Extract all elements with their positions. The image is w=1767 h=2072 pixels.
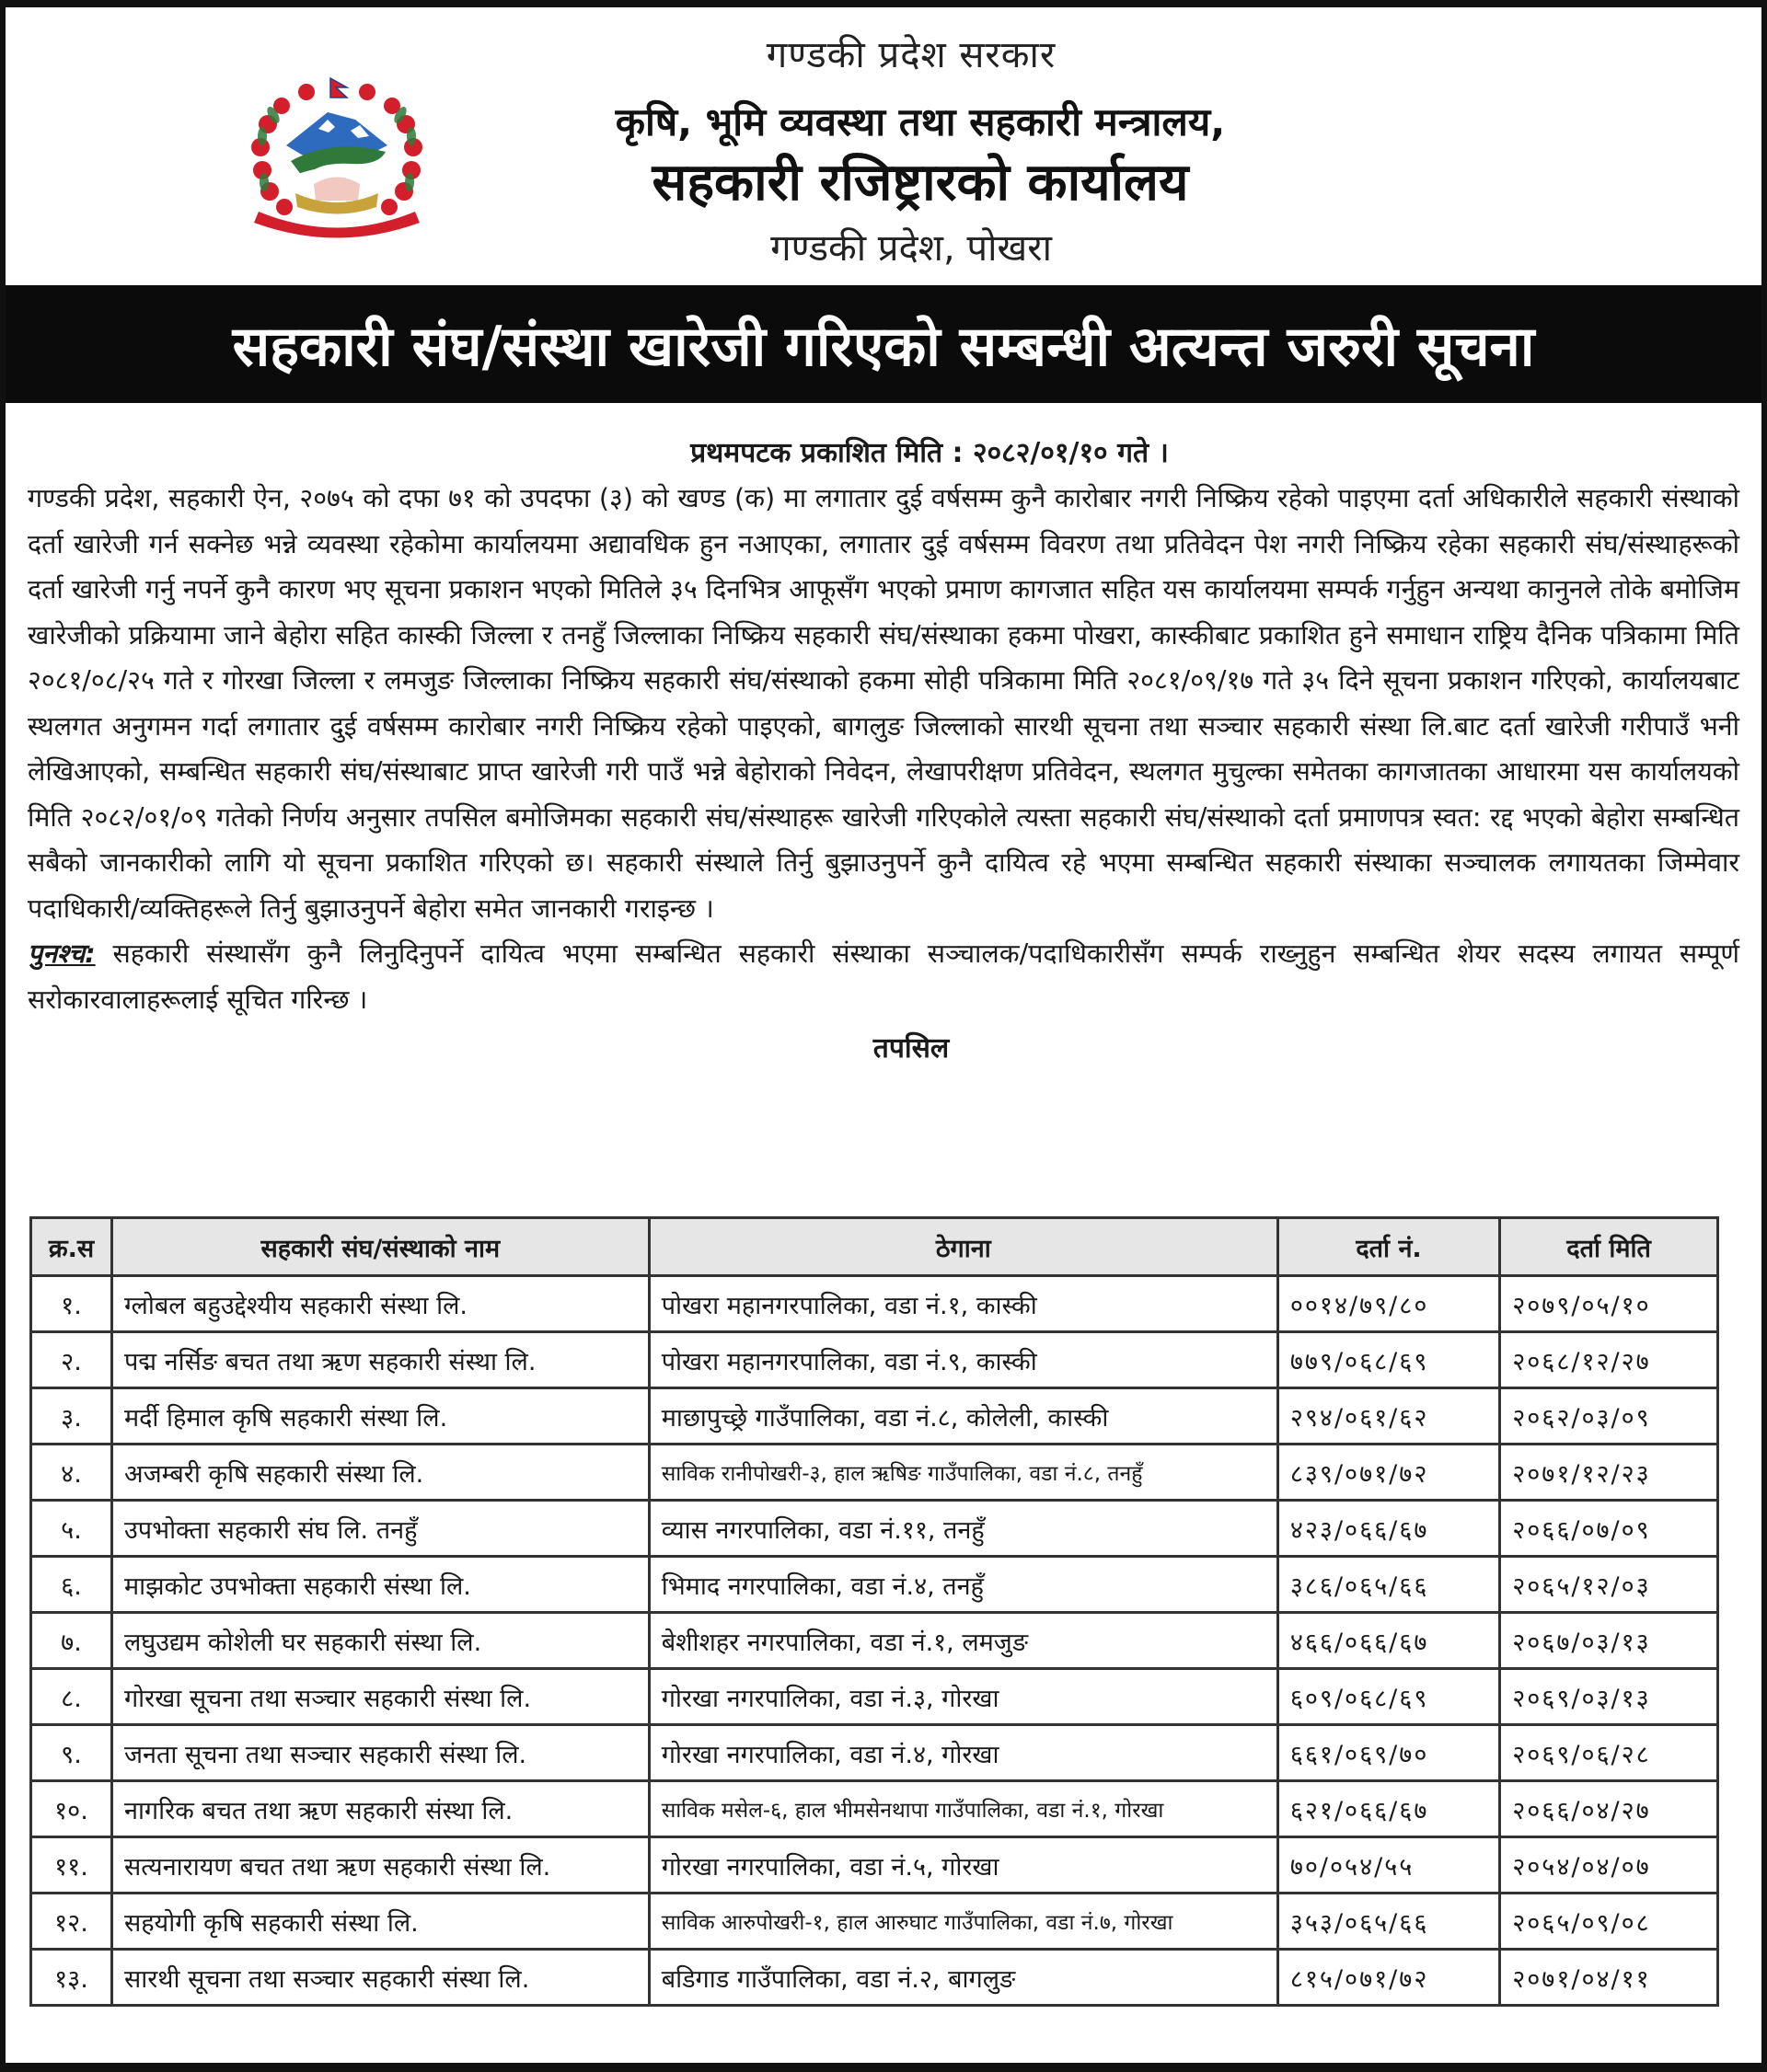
table-row (31, 1725, 1718, 1781)
cooperative-address: गोरखा नगरपालिका, वडा नं.५, गोरखा (649, 1837, 1277, 1894)
column-header-reg-no: दर्ता नं. (1277, 1218, 1499, 1276)
registration-date: २०६७/०३/१३ (1500, 1613, 1718, 1669)
registration-date: २०६६/०७/०९ (1500, 1501, 1718, 1557)
table-row (31, 1894, 1718, 1950)
postscript-label: पुनश्च: (28, 938, 96, 969)
table-row (31, 1781, 1718, 1837)
cooperative-address: पोखरा महानगरपालिका, वडा नं.१, कास्की (649, 1276, 1277, 1332)
cooperative-name: लघुउद्यम कोशेली घर सहकारी संस्था लि. (111, 1613, 649, 1669)
notice-paragraph: गण्डकी प्रदेश, सहकारी ऐन, २०७५ को दफा ७१ को उपदफा (३) को खण्ड (क) मा लगातार दुई वर्षसम्म कुनै कारोबार नगरी निष्क्रिय रहेको पाइएमा दर्ता अधिकारीले सहकारी संस्थाको दर्ता खारेजी गर्न सक्नेछ भन्ने व्यवस्था रहेकोमा कार्यालयमा अद्यावधिक हुन नआएका, लगातार दुई वर्षसम्म विवरण तथा प्रतिवेदन पेश नगरी निष्क्रिय रहेका सहकारी संघ/संस्थाहरूको दर्ता खारेजी गर्नु नपर्ने कुनै कारण भए सूचना प्रकाशन भएको मितिले ३५ दिनभित्र आफूसँग भएको प्रमाण कागजात सहित यस कार्यालयमा सम्पर्क गर्नुहुन अन्यथा कानुनले तोके बमोजिम खारेजीको प्रक्रियामा जाने बेहोरा सहित कास्की जिल्ला र तनहुँ जिल्लाका निष्क्रिय सहकारी संघ/संस्थाका हकमा पोखरा, कास्कीबाट प्रकाशित हुने समाधान राष्ट्रिय दैनिक पत्रिकामा मिति २०८१/०८/२५ गते र गोरखा जिल्ला र लमजुङ जिल्लाका निष्क्रिय सहकारी संघ/संस्थाको हकमा सोही पत्रिकामा मिति २०८१/०९/१७ गते ३५ दिने सूचना प्रकाशन गरिएको, कार्यालयबाट स्थलगत अनुगमन गर्दा लगातार दुई वर्षसम्म कारोबार नगरी निष्क्रिय रहेको पाइएको, बागलुङ जिल्लाको सारथी सूचना तथा सञ्चार सहकारी संस्था लि.बाट दर्ता खारेजी गरीपाउँ भनी लेखिआएको, सम्बन्धित सहकारी संघ/संस्थाबाट प्राप्त खारेजी गरी पाउँ भन्ने बेहोराको निवेदन, लेखापरीक्षण प्रतिवेदन, स्थलगत मुचुल्का समेतका कागजातका आधारमा यस कार्यालयको मिति २०८२/०१/०९ गतेको निर्णय अनुसार तपसिल बमोजिमका सहकारी संघ/संस्थाहरू खारेजी गरिएकोले त्यस्ता सहकारी संघ/संस्थाको दर्ता प्रमाणपत्र स्वत: रद्द भएको बेहोरा सम्बन्धित सबैको जानकारीको लागि यो सूचना प्रकाशित गरिएको छ। सहकारी संस्थाले तिर्नु बुझाउनुपर्ने कुनै दायित्व रहे भएमा सम्बन्धित सहकारी संस्थाका सञ्चालक लगायतका जिम्मेवार पदाधिकारी/व्यक्तिहरूले तिर्नु बुझाउनुपर्ने बेहोरा समेत जानकारी गराइन्छ । (28, 483, 1739, 924)
cooperative-name: सहयोगी कृषि सहकारी संस्था लि. (111, 1894, 649, 1950)
cooperative-name: नागरिक बचत तथा ऋण सहकारी संस्था लि. (111, 1781, 649, 1837)
column-header-address: ठेगाना (649, 1218, 1277, 1276)
registration-number: ८३९/०७१/७२ (1277, 1445, 1499, 1501)
registration-number: ६६१/०६९/७० (1277, 1725, 1499, 1781)
table-row (31, 1276, 1718, 1332)
table-row (31, 1950, 1718, 2006)
registration-date: २०७९/०५/१० (1500, 1276, 1718, 1332)
registration-number: ४२३/०६६/६७ (1277, 1501, 1499, 1557)
registration-date: २०६८/१२/२७ (1500, 1332, 1718, 1388)
serial-number: ३. (31, 1388, 112, 1445)
table-row (31, 1557, 1718, 1613)
registration-date: २०६९/०६/२८ (1500, 1725, 1718, 1781)
cooperative-address: व्यास नगरपालिका, वडा नं.११, तनहुँ (649, 1501, 1277, 1557)
ministry-name: कृषि, भूमि व्यवस्था तथा सहकारी मन्त्रालय, (615, 99, 1226, 144)
serial-number: ५. (31, 1501, 112, 1557)
column-header-sn: क्र.स (31, 1218, 112, 1276)
registration-date: २०६५/१२/०३ (1500, 1557, 1718, 1613)
cooperative-address: माछापुच्छ्रे गाउँपालिका, वडा नं.८, कोलेली, कास्की (649, 1388, 1277, 1445)
registration-number: २९४/०६१/६२ (1277, 1388, 1499, 1445)
registration-number: ४६६/०६६/६७ (1277, 1613, 1499, 1669)
registration-number: ३५३/०६५/६६ (1277, 1894, 1499, 1950)
column-header-reg-date: दर्ता मिति (1500, 1218, 1718, 1276)
registration-date: २०६६/०४/२७ (1500, 1781, 1718, 1837)
serial-number: ११. (31, 1837, 112, 1894)
column-header-name: सहकारी संघ/संस्थाको नाम (111, 1218, 649, 1276)
cooperative-address: साविक रानीपोखरी-३, हाल ऋषिङ गाउँपालिका, वडा नं.८, तनहुँ (649, 1445, 1277, 1501)
cooperative-address: साविक आरुपोखरी-१, हाल आरुघाट गाउँपालिका, वडा नं.७, गोरखा (649, 1894, 1277, 1950)
serial-number: ९. (31, 1725, 112, 1781)
serial-number: १. (31, 1276, 112, 1332)
serial-number: ८. (31, 1669, 112, 1725)
cooperative-address: बडिगाड गाउँपालिका, वडा नं.२, बागलुङ (649, 1950, 1277, 2006)
table-row (31, 1613, 1718, 1669)
table-row (31, 1501, 1718, 1557)
postscript (28, 931, 1739, 1022)
registration-date: २०५४/०४/०७ (1500, 1837, 1718, 1894)
schedule-title: तपसिल (872, 1032, 950, 1065)
registration-number: ७०/०५४/५५ (1277, 1837, 1499, 1894)
government-name: गण्डकी प्रदेश सरकार (766, 34, 1057, 76)
registration-number: ००१४/७९/८० (1277, 1276, 1499, 1332)
registration-number: ८१५/०७१/७२ (1277, 1950, 1499, 2006)
cooperative-address: भिमाद नगरपालिका, वडा नं.४, तनहुँ (649, 1557, 1277, 1613)
table-row (31, 1669, 1718, 1725)
cooperative-name: सारथी सूचना तथा सञ्चार सहकारी संस्था लि. (111, 1950, 649, 2006)
cooperative-address: साविक मसेल-६, हाल भीमसेनथापा गाउँपालिका, वडा नं.१, गोरखा (649, 1781, 1277, 1837)
serial-number: २. (31, 1332, 112, 1388)
cooperative-name: जनता सूचना तथा सञ्चार सहकारी संस्था लि. (111, 1725, 649, 1781)
cooperative-address: गोरखा नगरपालिका, वडा नं.४, गोरखा (649, 1725, 1277, 1781)
table-header-row (31, 1218, 1718, 1276)
registration-date: २०६५/०९/०८ (1500, 1894, 1718, 1950)
serial-number: ४. (31, 1445, 112, 1501)
serial-number: १३. (31, 1950, 112, 2006)
table-row (31, 1445, 1718, 1501)
notice-body (28, 432, 1739, 1065)
cooperative-name: मर्दी हिमाल कृषि सहकारी संस्था लि. (111, 1388, 649, 1445)
cooperative-address: गोरखा नगरपालिका, वडा नं.३, गोरखा (649, 1669, 1277, 1725)
cooperative-name: अजम्बरी कृषि सहकारी संस्था लि. (111, 1445, 649, 1501)
registration-date: २०६२/०३/०९ (1500, 1388, 1718, 1445)
cooperative-name: माझकोट उपभोक्ता सहकारी संस्था लि. (111, 1557, 649, 1613)
dissolved-cooperatives-table (29, 1216, 1719, 2007)
serial-number: ७. (31, 1613, 112, 1669)
cooperative-name: गोरखा सूचना तथा सञ्चार सहकारी संस्था लि. (111, 1669, 649, 1725)
serial-number: १२. (31, 1894, 112, 1950)
office-location: गण्डकी प्रदेश, पोखरा (770, 227, 1052, 270)
registration-number: ६२१/०६६/६७ (1277, 1781, 1499, 1837)
registration-number: ७७९/०६८/६९ (1277, 1332, 1499, 1388)
table-row (31, 1332, 1718, 1388)
registration-date: २०७१/०४/११ (1500, 1950, 1718, 2006)
notice-banner (6, 285, 1761, 403)
cooperative-name: सत्यनारायण बचत तथा ऋण सहकारी संस्था लि. (111, 1837, 649, 1894)
cooperative-name: उपभोक्ता सहकारी संघ लि. तनहुँ (111, 1501, 649, 1557)
notice-title: सहकारी संघ/संस्था खारेजी गरिएको सम्बन्धी अत्यन्त जरुरी सूचना (232, 315, 1535, 379)
serial-number: १०. (31, 1781, 112, 1837)
registration-date: २०७१/१२/२३ (1500, 1445, 1718, 1501)
registration-date: २०६९/०३/१३ (1500, 1669, 1718, 1725)
registration-number: ३८६/०६५/६६ (1277, 1557, 1499, 1613)
cooperative-name: पद्म नर्सिङ बचत तथा ऋण सहकारी संस्था लि. (111, 1332, 649, 1388)
cooperative-address: बेशीशहर नगरपालिका, वडा नं.१, लमजुङ (649, 1613, 1277, 1669)
letterhead (6, 7, 1761, 283)
postscript-text: सहकारी संस्थासँग कुनै लिनुदिनुपर्ने दायित्व भएमा सम्बन्धित सहकारी संस्थाका सञ्चालक/पदाधिकारीसँग सम्पर्क राख्नुहुन सम्बन्धित शेयर सदस्य लगायत सम्पूर्ण सरोकारवालाहरूलाई सूचित गरिन्छ । (28, 938, 1739, 1015)
cooperative-address: पोखरा महानगरपालिका, वडा नं.९, कास्की (649, 1332, 1277, 1388)
table-row (31, 1388, 1718, 1445)
serial-number: ६. (31, 1557, 112, 1613)
office-name: सहकारी रजिष्ट्रारको कार्यालय (652, 153, 1189, 213)
cooperative-name: ग्लोबल बहुउद्देश्यीय सहकारी संस्था लि. (111, 1276, 649, 1332)
registration-number: ६०९/०६८/६९ (1277, 1669, 1499, 1725)
table-row (31, 1837, 1718, 1894)
first-published-date: प्रथमपटक प्रकाशित मिति : २०८२/०१/१० गते । (690, 437, 1169, 469)
